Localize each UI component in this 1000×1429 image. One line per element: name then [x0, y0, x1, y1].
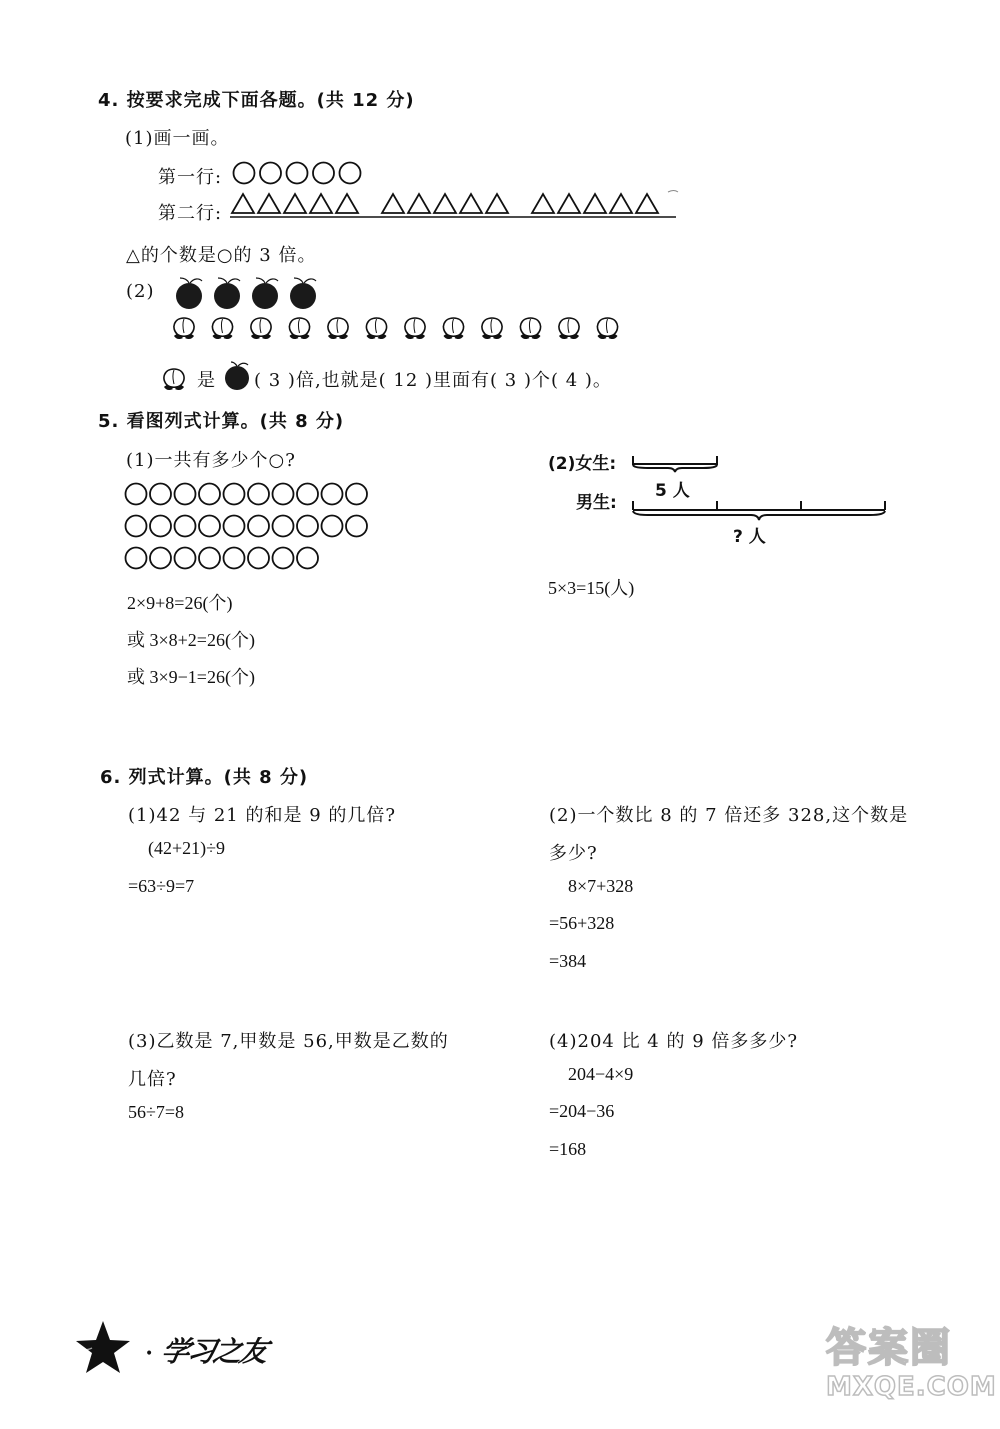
q5-part2-answer: 5×3=15(人): [548, 578, 635, 598]
q6-part1-line-2: =63÷9=7: [128, 876, 195, 896]
q5-circle-grid: [122, 480, 362, 576]
q5-circle: [297, 548, 318, 569]
q5-circle: [150, 516, 171, 537]
q5-answer-2: 或 3×8+2=26(个): [127, 630, 255, 650]
q6-part1-line-1: (42+21)÷9: [148, 838, 226, 858]
peach-icon: [212, 318, 232, 339]
q6-part4-question: (4)204 比 4 的 9 倍多多少?: [549, 1031, 799, 1052]
apple-icon: [214, 278, 240, 309]
q5-circle: [126, 484, 147, 505]
apple-icon: [176, 278, 202, 309]
q4-conclusion: △的个数是○的 3 倍。: [126, 245, 317, 266]
peach-icon: [251, 318, 271, 339]
q5-answer-3: 或 3×9−1=26(个): [127, 667, 255, 687]
q4-part2-label: (2): [126, 281, 155, 302]
q6-part1-question: (1)42 与 21 的和是 9 的几倍?: [128, 805, 397, 826]
q6-part2-line-3: =384: [549, 951, 587, 971]
q4-sentence-part2: ( 3 )倍,也就是( 12 )里面有( 3 )个( 4 )。: [254, 370, 612, 391]
q5-circle: [346, 516, 367, 537]
apple-icon: [252, 278, 278, 309]
q6-part3-question-line-1: (3)乙数是 7,甲数是 56,甲数是乙数的: [128, 1031, 449, 1052]
q4-circles-row: [232, 160, 372, 186]
q6-part3-question-line-2: 几倍?: [128, 1069, 177, 1090]
q4-triangle: [258, 194, 280, 213]
q6-part4-line-3: =168: [549, 1139, 587, 1159]
peach-icon: [443, 318, 463, 339]
q4-part1-label: (1)画一画。: [125, 128, 230, 149]
q4-triangle: [232, 194, 254, 213]
q4-triangles-row: [228, 186, 688, 222]
q4-triangle: [284, 194, 306, 213]
apple-row: [170, 276, 330, 312]
q5-circle: [273, 484, 294, 505]
q4-triangle: [610, 194, 632, 213]
q5-circle: [199, 516, 220, 537]
q5-circle: [199, 484, 220, 505]
q5-circle: [322, 516, 343, 537]
q4-triangle: [584, 194, 606, 213]
q5-girls-value: 5 人: [655, 481, 690, 501]
watermark-logo: 答案圈: [826, 1325, 952, 1371]
q4-row2-label: 第二行:: [158, 203, 223, 224]
peach-row: [168, 312, 648, 344]
q5-circle: [224, 548, 245, 569]
q6-part3-line-1: 56÷7=8: [128, 1102, 185, 1122]
q6-part2-line-2: =56+328: [549, 913, 615, 933]
q4-triangle: [434, 194, 456, 213]
peach-icon: [482, 318, 502, 339]
star-icon: [72, 1318, 134, 1378]
q4-triangle: [636, 194, 658, 213]
q6-part2-question-line-1: (2)一个数比 8 的 7 倍还多 328,这个数是: [549, 805, 909, 826]
q5-circle: [248, 516, 269, 537]
peach-icon: [366, 318, 386, 339]
q5-circle: [150, 484, 171, 505]
q4-title: 4. 按要求完成下面各题。(共 12 分): [98, 90, 415, 111]
q5-circle: [224, 516, 245, 537]
q5-circle: [175, 484, 196, 505]
q5-circle: [297, 516, 318, 537]
peach-icon: [328, 318, 348, 339]
q5-circle: [175, 516, 196, 537]
q5-boys-label: 男生:: [576, 493, 617, 513]
q4-circle: [287, 163, 308, 184]
q6-part4-line-1: 204−4×9: [568, 1064, 634, 1084]
watermark-url: MXQE.COM: [826, 1372, 997, 1402]
q4-triangle: [532, 194, 554, 213]
q5-circle: [150, 548, 171, 569]
q4-circle: [313, 163, 334, 184]
q4-circle: [260, 163, 281, 184]
q5-circle: [224, 484, 245, 505]
q5-circle: [322, 484, 343, 505]
q4-circle: [340, 163, 361, 184]
q4-triangle: [486, 194, 508, 213]
q4-circle: [234, 163, 255, 184]
peach-icon: [289, 318, 309, 339]
q4-triangle: [336, 194, 358, 213]
q5-circle: [273, 516, 294, 537]
footer-dot: •: [145, 1346, 154, 1362]
q6-part2-line-1: 8×7+328: [568, 876, 634, 896]
q4-row1-label: 第一行:: [158, 167, 223, 188]
q5-girls-label: (2)女生:: [548, 454, 617, 474]
q5-answer-1: 2×9+8=26(个): [127, 593, 233, 613]
peach-icon: [597, 318, 617, 339]
q4-triangle: [310, 194, 332, 213]
q4-triangle: [382, 194, 404, 213]
q5-circle: [248, 548, 269, 569]
peach-icon: [405, 318, 425, 339]
apple-icon: [290, 278, 316, 309]
q4-triangle: [558, 194, 580, 213]
q5-title: 5. 看图列式计算。(共 8 分): [98, 411, 345, 432]
apple-icon: [220, 360, 254, 392]
q5-boys-value: ? 人: [733, 527, 766, 547]
q4-triangle: [460, 194, 482, 213]
q5-circle: [297, 484, 318, 505]
q6-part4-line-2: =204−36: [549, 1101, 615, 1121]
peach-icon: [520, 318, 540, 339]
q5-circle: [126, 516, 147, 537]
peach-icon: [174, 318, 194, 339]
q5-circle: [346, 484, 367, 505]
q6-title: 6. 列式计算。(共 8 分): [100, 767, 309, 788]
q5-circle: [248, 484, 269, 505]
footer-brand: 学习之友: [158, 1335, 269, 1368]
peach-icon: [156, 363, 194, 391]
q5-circle: [126, 548, 147, 569]
q6-part2-question-line-2: 多少?: [549, 843, 598, 864]
peach-icon: [559, 318, 579, 339]
q5-part1-label: (1)一共有多少个○?: [126, 450, 296, 471]
q5-circle: [175, 548, 196, 569]
q4-sentence-part1: 是: [197, 370, 216, 391]
q4-triangle: [408, 194, 430, 213]
q5-circle: [199, 548, 220, 569]
q5-circle: [273, 548, 294, 569]
